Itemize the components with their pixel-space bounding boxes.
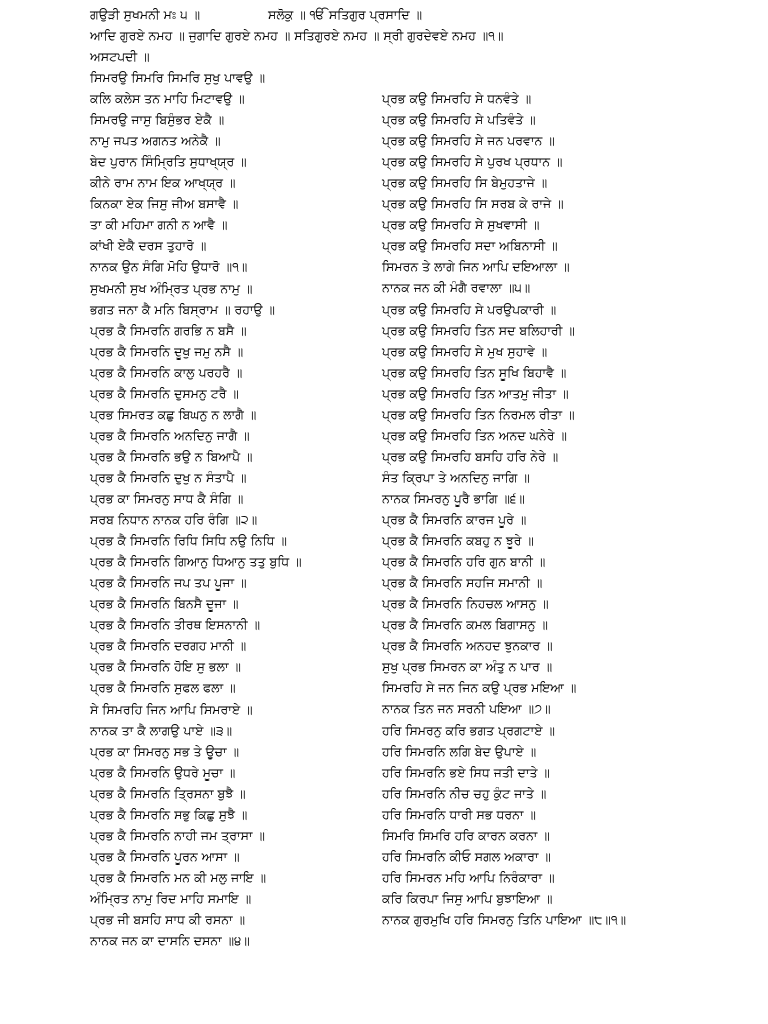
verse-line: ਭਗਤ ਜਨਾ ਕੈ ਮਨਿ ਬਿਸ੍ਰਾਮ ॥ ਰਹਾਉ ॥	[90, 301, 275, 317]
verse-line: ਪ੍ਰਭ ਕਉ ਸਿਮਰਹਿ ਸਿ ਸਰਬ ਕੇ ਰਾਜੇ ॥	[382, 196, 564, 212]
verse-line: ਪ੍ਰਭ ਕੈ ਸਿਮਰਨਿ ਨਾਹੀ ਜਮ ਤ੍ਰਾਸਾ ॥	[90, 827, 265, 843]
verse-line: ਹਰਿ ਸਿਮਰਨਿ ਕੀਓ ਸਗਲ ਅਕਾਰਾ ॥	[382, 848, 551, 864]
verse-line: ਪ੍ਰਭ ਕਉ ਸਿਮਰਹਿ ਸਦਾ ਅਬਿਨਾਸੀ ॥	[382, 238, 558, 254]
verse-line: ਕਿਨਕਾ ਏਕ ਜਿਸੁ ਜੀਅ ਬਸਾਵੈ ॥	[90, 196, 239, 212]
verse-line: ਕਲਿ ਕਲੇਸ ਤਨ ਮਾਹਿ ਮਿਟਾਵਉ ॥	[90, 91, 245, 107]
verse-line: ਨਾਨਕ ਸਿਮਰਨੁ ਪੂਰੈ ਭਾਗਿ ॥੬॥	[382, 490, 525, 506]
verse-line: ਪ੍ਰਭ ਜੀ ਬਸਹਿ ਸਾਧ ਕੀ ਰਸਨਾ ॥	[90, 912, 246, 927]
verse-line: ਹਰਿ ਸਿਮਰਨੁ ਕਰਿ ਭਗਤ ਪ੍ਰਗਟਾਏ ॥	[382, 722, 555, 738]
verse-line: ਪ੍ਰਭ ਕੈ ਸਿਮਰਨਿ ਦਰਗਹ ਮਾਨੀ ॥	[90, 638, 247, 654]
verse-line: ਨਾਨਕ ਤਾ ਕੈ ਲਾਗਉ ਪਾਏ ॥੩॥	[90, 722, 233, 738]
verse-line: ਪ੍ਰਭ ਕੈ ਸਿਮਰਨਿ ਅਨਦਿਨੁ ਜਾਗੈ ॥	[90, 427, 250, 443]
verse-line: ਕਰਿ ਕਿਰਪਾ ਜਿਸੁ ਆਪਿ ਬੁਝਾਇਆ ॥	[382, 890, 553, 906]
verse-line: ਪ੍ਰਭ ਕਉ ਸਿਮਰਹਿ ਸੇ ਸੁਖਵਾਸੀ ॥	[382, 217, 540, 233]
verse-line: ਸਿਮਰਉ ਜਾਸੁ ਬਿਸੁੰਭਰ ਏਕੈ ॥	[90, 112, 225, 128]
verse-line: ਹਰਿ ਸਿਮਰਨਿ ਨੀਚ ਚਹੁ ਕੁੰਟ ਜਾਤੇ ॥	[382, 785, 547, 801]
verse-line: ਪ੍ਰਭ ਕੈ ਸਿਮਰਨਿ ਕਾਰਜ ਪੂਰੇ ॥	[382, 512, 527, 527]
verse-line: ਪ੍ਰਭ ਕੈ ਸਿਮਰਨਿ ਹਰਿ ਗੁਨ ਬਾਨੀ ॥	[382, 554, 546, 570]
verse-line: ਪ੍ਰਭ ਕਉ ਸਿਮਰਹਿ ਤਿਨ ਸੂਖਿ ਬਿਹਾਵੈ ॥	[382, 364, 567, 380]
verse-line: ਪ੍ਰਭ ਕੈ ਸਿਮਰਨਿ ਉਧਰੇ ਮੂਚਾ ॥	[90, 764, 236, 780]
verse-line: ਪ੍ਰਭ ਕੈ ਸਿਮਰਨਿ ਕਬਹੁ ਨ ਝੂਰੇ ॥	[382, 533, 534, 549]
verse-line: ਪ੍ਰਭ ਕਉ ਸਿਮਰਹਿ ਤਿਨ ਸਦ ਬਲਿਹਾਰੀ ॥	[382, 322, 575, 338]
verse-line: ਪ੍ਰਭ ਕੈ ਸਿਮਰਨਿ ਤੀਰਥ ਇਸਨਾਨੀ ॥	[90, 617, 261, 633]
verse-line: ਹਰਿ ਸਿਮਰਨਿ ਭਏ ਸਿਧ ਜਤੀ ਦਾਤੇ ॥	[382, 764, 550, 780]
verse-line: ਨਾਮੁ ਜਪਤ ਅਗਨਤ ਅਨੇਕੈ ॥	[90, 133, 221, 149]
title-left: ਗਉੜੀ ਸੁਖਮਨੀ ਮਃ ੫ ॥	[90, 7, 201, 22]
verse-line: ਸਿਮਰਹਿ ਸੇ ਜਨ ਜਿਨ ਕਉ ਪ੍ਰਭ ਮਇਆ ॥	[382, 680, 577, 696]
verse-line: ਪ੍ਰਭ ਕੈ ਸਿਮਰਨਿ ਕਮਲ ਬਿਗਾਸਨੁ ॥	[382, 617, 548, 633]
verse-line: ਪ੍ਰਭ ਕੈ ਸਿਮਰਨਿ ਸਹਜਿ ਸਮਾਨੀ ॥	[382, 575, 543, 591]
verse-line: ਪ੍ਰਭ ਕੈ ਸਿਮਰਨਿ ਦੁਸਮਨੁ ਟਰੈ ॥	[90, 385, 239, 401]
verse-line: ਹਰਿ ਸਿਮਰਨ ਮਹਿ ਆਪਿ ਨਿਰੰਕਾਰਾ ॥	[382, 869, 555, 885]
verse-line: ਪ੍ਰਭ ਕਉ ਸਿਮਰਹਿ ਤਿਨ ਨਿਰਮਲ ਰੀਤਾ ॥	[382, 406, 575, 422]
verse-line: ਪ੍ਰਭ ਕੈ ਸਿਮਰਨਿ ਨਿਹਚਲ ਆਸਨੁ ॥	[382, 596, 549, 612]
verse-line: ਪ੍ਰਭ ਕਉ ਸਿਮਰਹਿ ਤਿਨ ਅਨਦ ਘਨੇਰੇ ॥	[382, 427, 567, 443]
verse-line: ਅੰਮ੍ਰਿਤ ਨਾਮੁ ਰਿਦ ਮਾਹਿ ਸਮਾਇ ॥	[90, 890, 252, 906]
verse-line: ਪ੍ਰਭ ਕੈ ਸਿਮਰਨਿ ਭਉ ਨ ਬਿਆਪੈ ॥	[90, 448, 253, 464]
verse-line: ਪ੍ਰਭ ਕਉ ਸਿਮਰਹਿ ਬਸਹਿ ਹਰਿ ਨੇਰੇ ॥	[382, 448, 559, 464]
verse-line: ਪ੍ਰਭ ਕੈ ਸਿਮਰਨਿ ਸੁਫਲ ਫਲਾ ॥	[90, 680, 236, 696]
verse-line: ਪ੍ਰਭ ਸਿਮਰਤ ਕਛੁ ਬਿਘਨੁ ਨ ਲਾਗੈ ॥	[90, 406, 257, 422]
verse-line: ਪ੍ਰਭ ਕੈ ਸਿਮਰਨਿ ਬਿਨਸੈ ਦੂਜਾ ॥	[90, 596, 239, 612]
verse-line: ਪ੍ਰਭ ਕਉ ਸਿਮਰਹਿ ਸਿ ਬੇਮੁਹਤਾਜੇ ॥	[382, 175, 548, 191]
verse-line: ਪ੍ਰਭ ਕਾ ਸਿਮਰਨੁ ਸਾਧ ਕੈ ਸੰਗਿ ॥	[90, 491, 244, 506]
verse-line: ਪ੍ਰਭ ਕਾ ਸਿਮਰਨੁ ਸਭ ਤੇ ਊਚਾ ॥	[90, 743, 240, 759]
verse-line: ਪ੍ਰਭ ਕਉ ਸਿਮਰਹਿ ਸੇ ਜਨ ਪਰਵਾਨ ॥	[382, 133, 555, 149]
verse-line: ਪ੍ਰਭ ਕੈ ਸਿਮਰਨਿ ਪੂਰਨ ਆਸਾ ॥	[90, 848, 240, 864]
verse-line: ਪ੍ਰਭ ਕੈ ਸਿਮਰਨਿ ਅਨਹਦ ਝੁਨਕਾਰ ॥	[382, 638, 553, 654]
verse-line: ਪ੍ਰਭ ਕੈ ਸਿਮਰਨਿ ਹੋਇ ਸੁ ਭਲਾ ॥	[90, 659, 241, 675]
verse-line: ਸੇ ਸਿਮਰਹਿ ਜਿਨ ਆਪਿ ਸਿਮਰਾਏ ॥	[90, 701, 253, 717]
verse-line: ਨਾਨਕ ਤਿਨ ਜਨ ਸਰਨੀ ਪਇਆ ॥੭॥	[382, 701, 551, 717]
verse-line: ਕਾਂਖੀ ਏਕੈ ਦਰਸ ਤੁਹਾਰੋ ॥	[90, 238, 207, 254]
verse-line: ਪ੍ਰਭ ਕੈ ਸਿਮਰਨਿ ਸਭੁ ਕਿਛੁ ਸੁਝੈ ॥	[90, 806, 248, 822]
verse-line: ਸੁਖੁ ਪ੍ਰਭ ਸਿਮਰਨ ਕਾ ਅੰਤੁ ਨ ਪਾਰ ॥	[382, 659, 553, 675]
verse-line: ਨਾਨਕ ਉਨ ਸੰਗਿ ਮੋਹਿ ਉਧਾਰੋ ॥੧॥	[90, 259, 248, 275]
verse-line: ਪ੍ਰਭ ਕਉ ਸਿਮਰਹਿ ਸੇ ਪਰਉਪਕਾਰੀ ॥	[382, 301, 557, 317]
verse-line: ਸਿਮਰਉ ਸਿਮਰਿ ਸਿਮਰਿ ਸੁਖੁ ਪਾਵਉ ॥	[90, 70, 266, 85]
verse-line: ਪ੍ਰਭ ਕੈ ਸਿਮਰਨਿ ਤ੍ਰਿਸਨਾ ਬੁਝੈ ॥	[90, 785, 246, 801]
verse-line: ਸੰਤ ਕ੍ਰਿਪਾ ਤੇ ਅਨਦਿਨੁ ਜਾਗਿ ॥	[382, 469, 530, 485]
verse-line: ਸੁਖਮਨੀ ਸੁਖ ਅੰਮ੍ਰਿਤ ਪ੍ਰਭ ਨਾਮੁ ॥	[90, 280, 253, 296]
verse-line: ਪ੍ਰਭ ਕੈ ਸਿਮਰਨਿ ਦੁਖੁ ਨ ਸੰਤਾਪੈ ॥	[90, 469, 247, 485]
verse-line: ਪ੍ਰਭ ਕੈ ਸਿਮਰਨਿ ਜਪ ਤਪ ਪੂਜਾ ॥	[90, 575, 247, 591]
verse-line: ਪ੍ਰਭ ਕਉ ਸਿਮਰਹਿ ਸੇ ਧਨਵੰਤੇ ॥	[382, 91, 532, 106]
verse-line: ਪ੍ਰਭ ਕੈ ਸਿਮਰਨਿ ਗਿਆਨੁ ਧਿਆਨੁ ਤਤੁ ਬੁਧਿ ॥	[90, 554, 302, 570]
verse-line: ਪ੍ਰਭ ਕਉ ਸਿਮਰਹਿ ਸੇ ਮੁਖ ਸੁਹਾਵੇ ॥	[382, 343, 548, 359]
verse-line: ਪ੍ਰਭ ਕਉ ਸਿਮਰਹਿ ਸੇ ਪੁਰਖ ਪ੍ਰਧਾਨ ॥	[382, 154, 563, 170]
verse-line: ਹਰਿ ਸਿਮਰਨਿ ਲਗਿ ਬੇਦ ਉਪਾਏ ॥	[382, 743, 537, 759]
verse-line: ਸਿਮਰਨ ਤੇ ਲਾਗੇ ਜਿਨ ਆਪਿ ਦਇਆਲਾ ॥	[382, 259, 570, 275]
verse-line: ਪ੍ਰਭ ਕਉ ਸਿਮਰਹਿ ਸੇ ਪਤਿਵੰਤੇ ॥	[382, 112, 536, 128]
verse-line: ਪ੍ਰਭ ਕੈ ਸਿਮਰਨਿ ਗਰਭਿ ਨ ਬਸੈ ॥	[90, 322, 247, 338]
verse-line: ਪ੍ਰਭ ਕੈ ਸਿਮਰਨਿ ਕਾਲੁ ਪਰਹਰੈ ॥	[90, 364, 243, 380]
verse-line: ਤਾ ਕੀ ਮਹਿਮਾ ਗਨੀ ਨ ਆਵੈ ॥	[90, 217, 228, 233]
verse-line: ਨਾਨਕ ਗੁਰਮੁਖਿ ਹਰਿ ਸਿਮਰਨੁ ਤਿਨਿ ਪਾਇਆ ॥੮॥੧॥	[382, 911, 627, 927]
section-heading: ਅਸਟਪਦੀ ॥	[90, 49, 150, 64]
verse-line: ਪ੍ਰਭ ਕੈ ਸਿਮਰਨਿ ਦੂਖੁ ਜਮੁ ਨਸੈ ॥	[90, 343, 244, 359]
title-right: ਸਲੋਕੁ ॥ ੴ ਸਤਿਗੁਰ ਪ੍ਰਸਾਦਿ ॥	[268, 7, 423, 22]
verse-line: ਪ੍ਰਭ ਕੈ ਸਿਮਰਨਿ ਰਿਧਿ ਸਿਧਿ ਨਉ ਨਿਧਿ ॥	[90, 533, 287, 549]
invocation-line: ਆਦਿ ਗੁਰਏ ਨਮਹ ॥ ਜੁਗਾਦਿ ਗੁਰਏ ਨਮਹ ॥ ਸਤਿਗੁਰਏ ਨਮਹ ॥ ਸ੍ਰੀ ਗੁਰਦੇਵਏ ਨਮਹ ॥੧॥	[90, 28, 504, 43]
verse-line: ਨਾਨਕ ਜਨ ਕੀ ਮੰਗੈ ਰਵਾਲਾ ॥੫॥	[382, 280, 531, 296]
verse-line: ਬੇਦ ਪੁਰਾਨ ਸਿੰਮ੍ਰਿਤਿ ਸੁਧਾਖ੍ਯ੍ਰ ॥	[90, 154, 247, 170]
verse-line: ਪ੍ਰਭ ਕੈ ਸਿਮਰਨਿ ਮਨ ਕੀ ਮਲੁ ਜਾਇ ॥	[90, 869, 267, 885]
verse-line: ਸਰਬ ਨਿਧਾਨ ਨਾਨਕ ਹਰਿ ਰੰਗਿ ॥੨॥	[90, 512, 258, 528]
verse-line: ਸਿਮਰਿ ਸਿਮਰਿ ਹਰਿ ਕਾਰਨ ਕਰਨਾ ॥	[382, 827, 550, 843]
verse-line: ਨਾਨਕ ਜਨ ਕਾ ਦਾਸਨਿ ਦਸਨਾ ॥੪॥	[90, 933, 250, 949]
verse-line: ਹਰਿ ਸਿਮਰਨਿ ਧਾਰੀ ਸਭ ਧਰਨਾ ॥	[382, 806, 536, 822]
verse-line: ਪ੍ਰਭ ਕਉ ਸਿਮਰਹਿ ਤਿਨ ਆਤਮੁ ਜੀਤਾ ॥	[382, 385, 569, 401]
verse-line: ਕੀਨੇ ਰਾਮ ਨਾਮ ਇਕ ਆਖ੍ਯ੍ਰ ॥	[90, 175, 236, 191]
